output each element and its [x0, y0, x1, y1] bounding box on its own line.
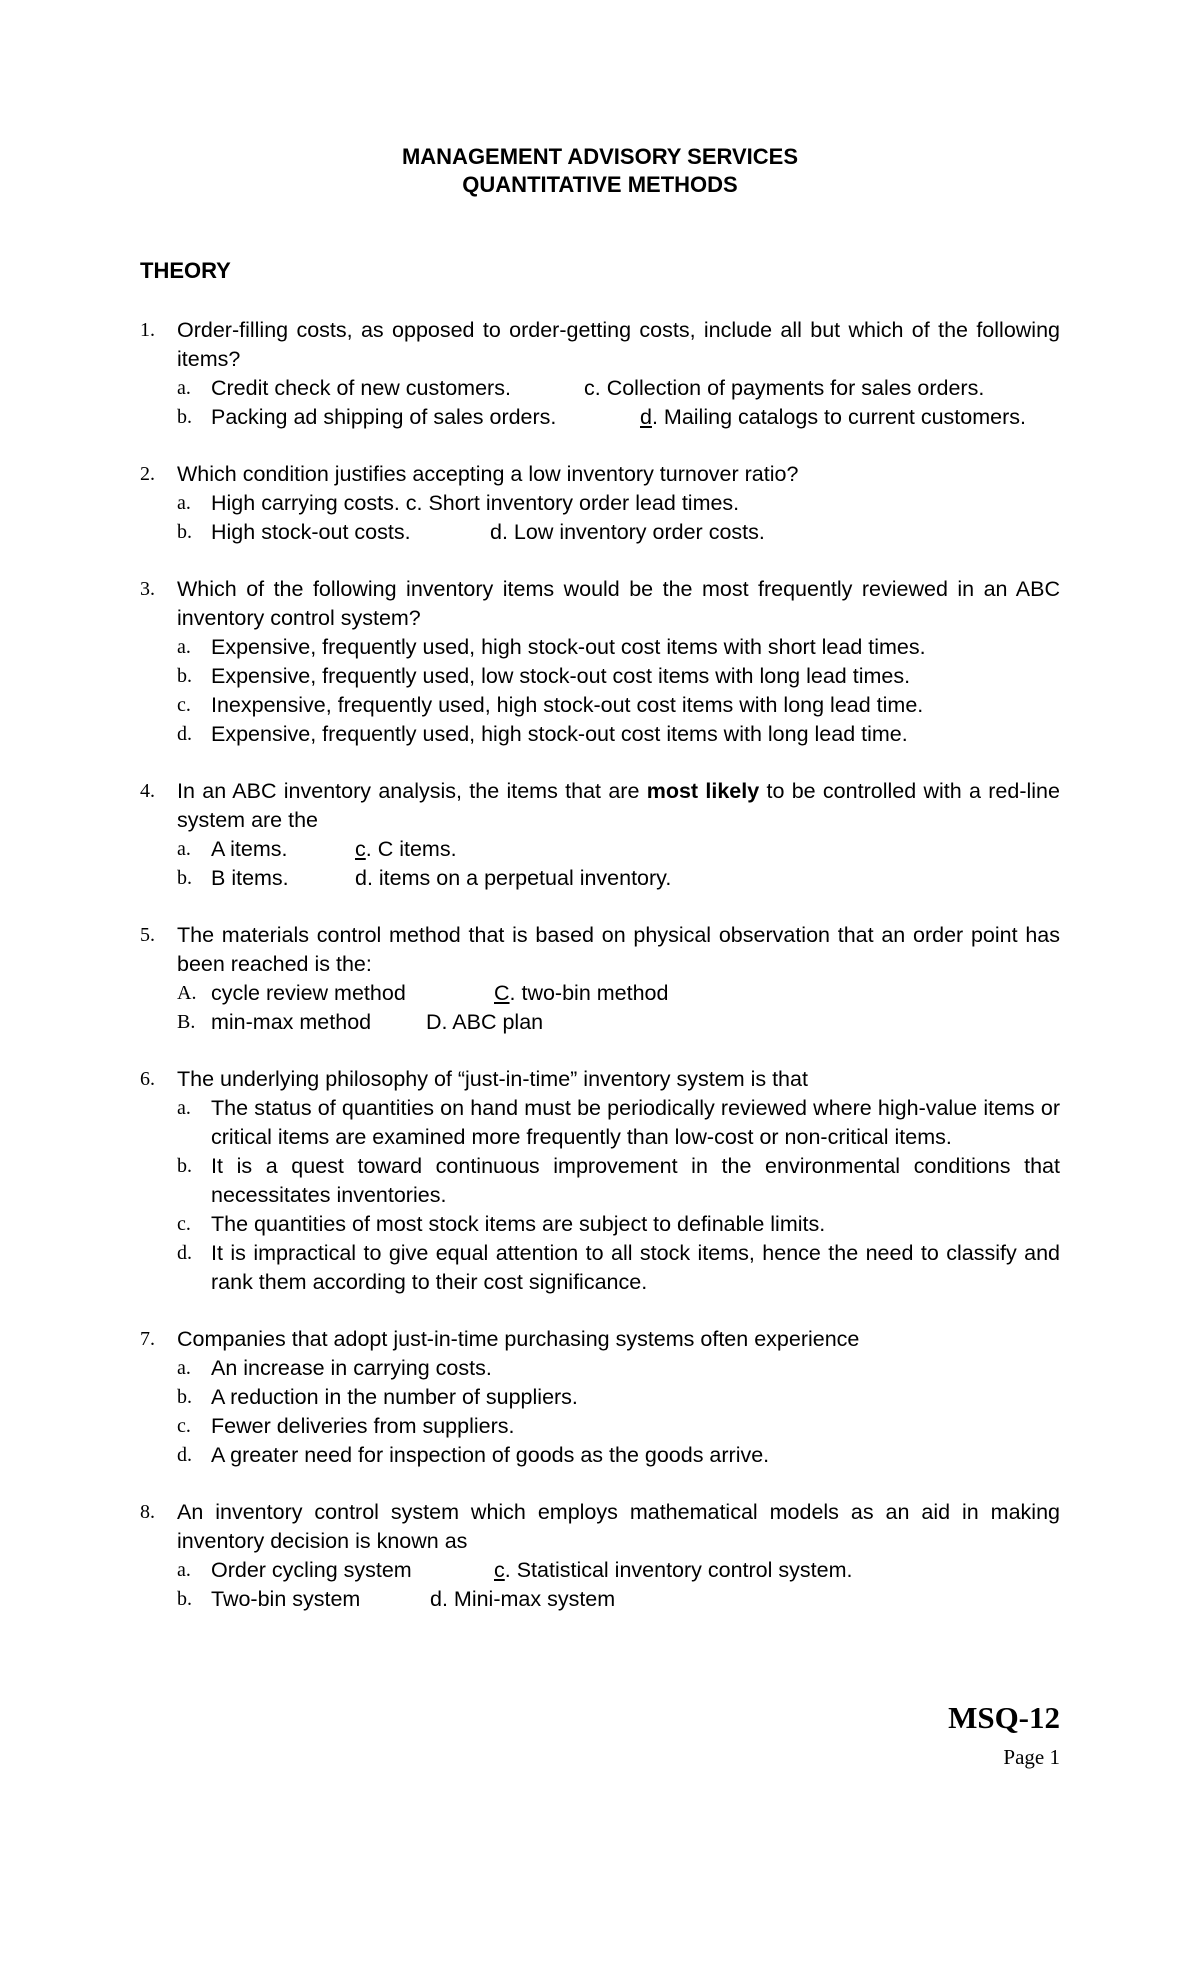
question-text-part: In an ABC inventory analysis, the items that are: [177, 779, 647, 803]
option-text: High stock-out costs.: [211, 520, 411, 544]
option-row: [177, 979, 1060, 1008]
document-code: MSQ-12: [948, 1700, 1060, 1735]
option-text: min-max method: [211, 1010, 372, 1034]
question-text: An inventory control system which employs mathematical models as an aid in making inventory decision is known as: [177, 1500, 1060, 1553]
option-letter: a.: [177, 1357, 191, 1379]
answer-option: [355, 835, 457, 864]
option-text: A items.: [211, 837, 288, 861]
question-text: The underlying philosophy of “just-in-time” inventory system is that: [177, 1067, 808, 1091]
option-letter: a.: [177, 492, 191, 514]
question-text: Companies that adopt just-in-time purchasing systems often experience: [177, 1327, 860, 1351]
option-text-rest: . Statistical inventory control system.: [504, 1558, 853, 1582]
option-text: The quantities of most stock items are subject to definable limits.: [211, 1212, 826, 1236]
option-letter: b.: [177, 867, 192, 889]
question-number: 2.: [140, 463, 155, 485]
option-letter: B.: [177, 1011, 196, 1033]
option-text: A greater need for inspection of goods as the goods arrive.: [211, 1443, 770, 1467]
emphasis-text: most likely: [646, 779, 760, 803]
document-subtitle: QUANTITATIVE METHODS: [462, 172, 738, 197]
question-list: [140, 316, 1060, 1642]
option-text: Credit check of new customers.: [211, 376, 511, 400]
question-3: [140, 575, 1060, 749]
option-text: Expensive, frequently used, high stock-out cost items with short lead times.: [211, 635, 926, 659]
answer-letter: c: [494, 1558, 505, 1582]
option: [177, 1152, 1060, 1210]
question-5: [140, 921, 1060, 1037]
option-row: [177, 1585, 1060, 1614]
option-text: Order cycling system: [211, 1558, 412, 1582]
question-text: Which of the following inventory items would be the most frequently reviewed in an ABC inventory control system?: [177, 577, 1060, 630]
option-text: The status of quantities on hand must be periodically reviewed where high-value items or critical items are examined more frequently than low-cost or non-critical items.: [211, 1096, 1060, 1149]
page-number: Page 1: [1003, 1745, 1060, 1769]
option: [177, 1239, 1060, 1297]
option-text: d. Low inventory order costs.: [490, 520, 765, 544]
option-row: [177, 403, 1060, 432]
option-letter: A.: [177, 982, 197, 1004]
option-row: [177, 1556, 1060, 1585]
option-text: A reduction in the number of suppliers.: [211, 1385, 578, 1409]
option-row: [177, 864, 1060, 893]
question-number: 8.: [140, 1501, 155, 1523]
option-letter-inline: c: [584, 376, 595, 400]
option-text: Two-bin system: [211, 1587, 361, 1611]
option: [177, 1094, 1060, 1152]
answer-letter: c: [355, 837, 366, 861]
option-row: [177, 374, 1060, 403]
option: [177, 720, 1060, 749]
answer-letter: d: [640, 405, 652, 429]
question-text: The materials control method that is based on physical observation that an order point has been reached is the:: [177, 923, 1060, 976]
option-letter: b.: [177, 1588, 192, 1610]
option: [177, 633, 1060, 662]
option: [177, 1354, 1060, 1383]
option-text: An increase in carrying costs.: [211, 1356, 492, 1380]
option-letter: c.: [177, 1415, 191, 1437]
option: [177, 662, 1060, 691]
option-row: [177, 835, 1060, 864]
option-text-rest: . C items.: [365, 837, 457, 861]
question-number: 1.: [140, 319, 155, 341]
option-letter: a.: [177, 838, 191, 860]
option-text-rest: . Collection of payments for sales orders.: [594, 376, 985, 400]
question-8: [140, 1498, 1060, 1614]
option-row: [177, 518, 1060, 547]
question-7: [140, 1325, 1060, 1470]
answer-option: [640, 403, 1026, 432]
option-text: d. items on a perpetual inventory.: [355, 866, 672, 890]
question-number: 6.: [140, 1068, 155, 1090]
option-text: Fewer deliveries from suppliers.: [211, 1414, 515, 1438]
section-heading: THEORY: [140, 258, 231, 283]
question-text: [177, 777, 1060, 835]
option-text: It is a quest toward continuous improvement in the environmental conditions that necessitates inventories.: [211, 1154, 1060, 1207]
answer-letter: C: [494, 981, 510, 1005]
option-text: cycle review method: [211, 981, 406, 1005]
answer-option: [494, 1556, 852, 1585]
option-text: B items.: [211, 866, 289, 890]
option-text: Expensive, frequently used, low stock-out cost items with long lead times.: [211, 664, 911, 688]
option-text: Inexpensive, frequently used, high stock-out cost items with long lead time.: [211, 693, 924, 717]
option-row: [177, 489, 1060, 518]
option-text: [584, 374, 984, 403]
option-letter: d.: [177, 723, 192, 745]
option-text-rest: . Mailing catalogs to current customers.: [651, 405, 1026, 429]
option: [177, 691, 1060, 720]
option-letter: a.: [177, 636, 191, 658]
option-letter: b.: [177, 521, 192, 543]
option-letter: a.: [177, 377, 191, 399]
option-letter: b.: [177, 1155, 192, 1177]
option-text: It is impractical to give equal attention to all stock items, hence the need to classify and rank them according to their cost significance.: [211, 1241, 1060, 1294]
question-number: 7.: [140, 1328, 155, 1350]
option-letter: d.: [177, 1242, 192, 1264]
option: [177, 1441, 1060, 1470]
option-letter: a.: [177, 1559, 191, 1581]
document-title: MANAGEMENT ADVISORY SERVICES: [401, 144, 799, 169]
option: [177, 1412, 1060, 1441]
option-letter: c.: [177, 694, 191, 716]
option-text: d. Mini-max system: [430, 1587, 616, 1611]
option-text-rest: . two-bin method: [509, 981, 669, 1005]
question-text-part: to be controlled with a red-line system are the: [177, 779, 1060, 832]
question-number: 4.: [140, 780, 155, 802]
option-letter: d.: [177, 1444, 192, 1466]
option-text: D. ABC plan: [426, 1010, 544, 1034]
question-number: 5.: [140, 924, 155, 946]
option-text: High carrying costs. c. Short inventory order lead times.: [211, 491, 740, 515]
option-text: Packing ad shipping of sales orders.: [211, 405, 557, 429]
option-letter: a.: [177, 1097, 191, 1119]
option-text: Expensive, frequently used, high stock-out cost items with long lead time.: [211, 722, 908, 746]
question-number: 3.: [140, 578, 155, 600]
answer-option: [494, 979, 668, 1008]
option: [177, 1210, 1060, 1239]
question-4: [140, 777, 1060, 893]
option-letter: b.: [177, 1386, 192, 1408]
option: [177, 1383, 1060, 1412]
question-2: [140, 460, 1060, 547]
question-text: Order-filling costs, as opposed to order-getting costs, include all but which of the following items?: [177, 318, 1060, 371]
question-text: Which condition justifies accepting a low inventory turnover ratio?: [177, 462, 799, 486]
option-letter: c.: [177, 1213, 191, 1235]
option-letter: b.: [177, 406, 192, 428]
question-6: [140, 1065, 1060, 1297]
question-1: [140, 316, 1060, 432]
option-row: [177, 1008, 1060, 1037]
option-letter: b.: [177, 665, 192, 687]
